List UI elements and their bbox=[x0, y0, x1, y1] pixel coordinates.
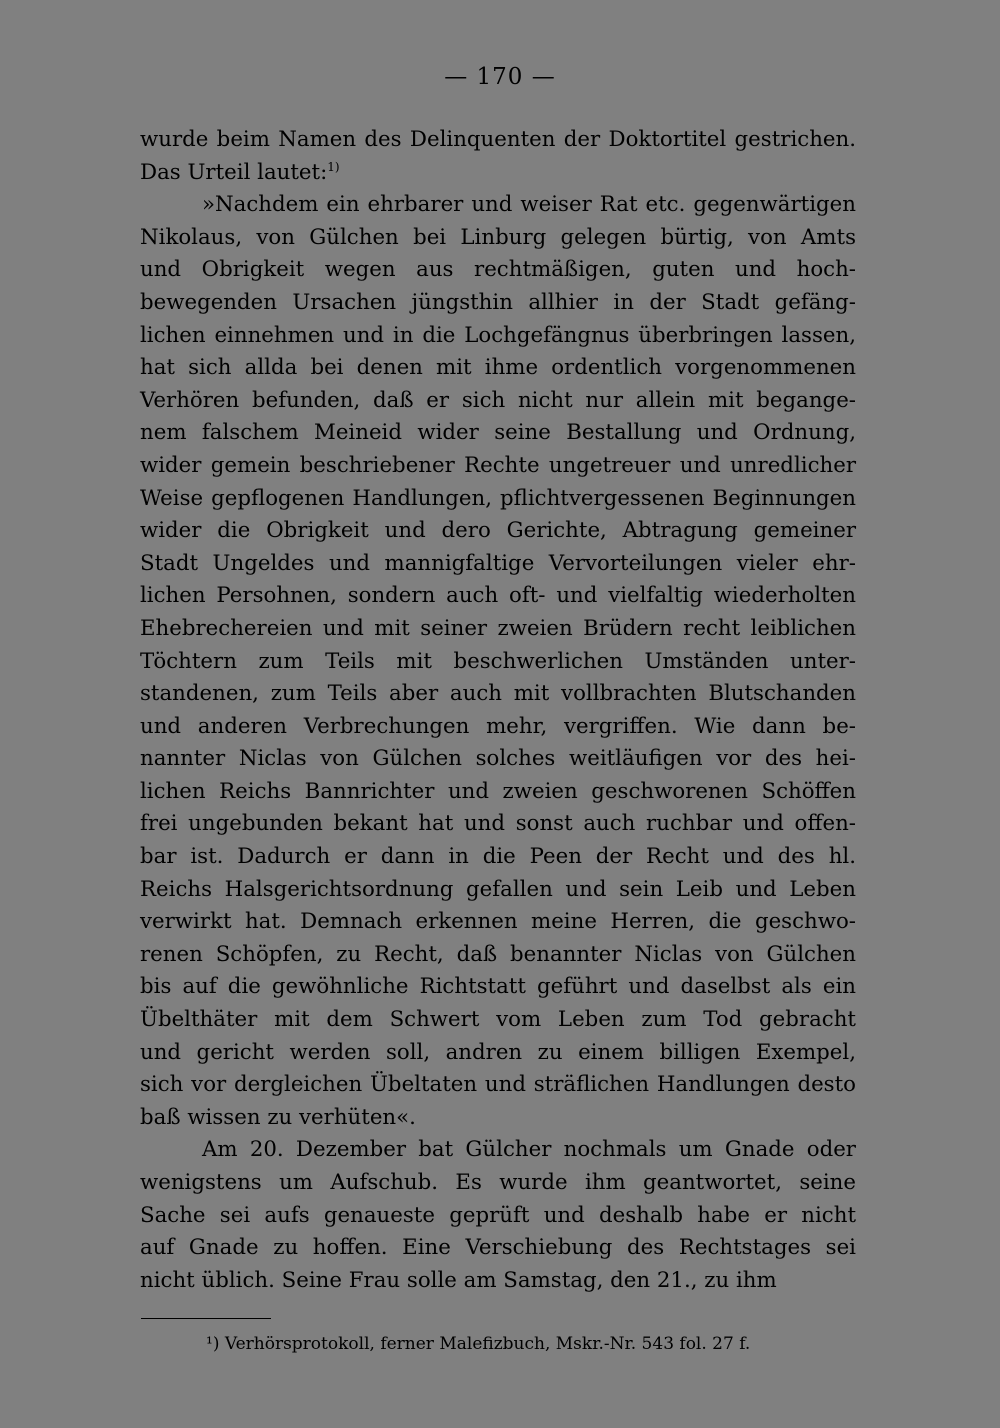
body-text bbox=[140, 124, 856, 1297]
text-line bbox=[140, 157, 856, 190]
text-line: Nikolaus, von Gülchen bei Linburg gelegen bürtig, von Amts bbox=[140, 224, 856, 250]
text-line: und anderen Verbrechungen mehr, vergriffen. Wie dann be- bbox=[140, 713, 856, 739]
text-line: sich vor dergleichen Übeltaten und sträflichen Handlungen desto bbox=[140, 1072, 856, 1098]
text-line: standenen, zum Teils aber auch mit vollbrachten Blutschanden bbox=[140, 681, 856, 707]
paragraph bbox=[140, 189, 856, 1134]
text-line: Verhören befunden, daß er sich nicht nur allein mit begange- bbox=[140, 387, 856, 413]
text-line: wider die Obrigkeit und dero Gerichte, Abtragung gemeiner bbox=[140, 518, 856, 544]
text-line: bis auf die gewöhnliche Richtstatt geführt und daselbst als ein bbox=[140, 974, 856, 1000]
text-line: Weise gepflogenen Handlungen, pflichtvergessenen Beginnungen bbox=[140, 485, 856, 511]
text-line: Sache sei aufs genaueste geprüft und deshalb habe er nicht bbox=[140, 1202, 856, 1228]
page-number: — 170 — bbox=[444, 64, 556, 90]
text-line: Reichs Halsgerichtsordnung gefallen und sein Leib und Leben bbox=[140, 876, 856, 902]
text-line: baß wissen zu verhüten«. bbox=[140, 1104, 416, 1130]
text-line: bewegenden Ursachen jüngsthin allhier in der Stadt gefäng- bbox=[140, 289, 856, 315]
text-line: Übelthäter mit dem Schwert vom Leben zum Tod gebracht bbox=[140, 1007, 856, 1033]
text-line: Stadt Ungeldes und mannigfaltige Vervorteilungen vieler ehr- bbox=[140, 550, 856, 576]
paragraph bbox=[140, 124, 856, 189]
footnote-divider bbox=[141, 1318, 271, 1319]
text-line: frei ungebunden bekant hat und sonst auch ruchbar und offen- bbox=[140, 811, 856, 837]
text-line: und gericht werden soll, andren zu einem billigen Exempel, bbox=[140, 1039, 856, 1065]
footnote: ¹) Verhörsprotokoll, ferner Malefizbuch, Mskr.-Nr. 543 fol. 27 f. bbox=[206, 1334, 751, 1354]
text-line: Töchtern zum Teils mit beschwerlichen Umständen unter- bbox=[140, 648, 856, 674]
text-line: wider gemein beschriebener Rechte ungetreuer und unredlicher bbox=[140, 452, 856, 478]
text-line: lichen Persohnen, sondern auch oft- und vielfaltig wiederholten bbox=[140, 583, 856, 609]
text-line: Am 20. Dezember bat Gülcher nochmals um Gnade oder bbox=[202, 1137, 856, 1163]
footnote-reference: 1) bbox=[327, 159, 340, 174]
text-line: lichen einnehmen und in die Lochgefängnus überbringen lassen, bbox=[140, 322, 856, 348]
text-line: und Obrigkeit wegen aus rechtmäßigen, guten und hoch- bbox=[140, 257, 856, 283]
text-line: hat sich allda bei denen mit ihme ordentlich vorgenommenen bbox=[140, 355, 856, 381]
text-line: nem falschem Meineid wider seine Bestallung und Ordnung, bbox=[140, 420, 856, 446]
text-line: renen Schöpfen, zu Recht, daß benannter Niclas von Gülchen bbox=[140, 941, 856, 967]
text-line: wenigstens um Aufschub. Es wurde ihm geantwortet, seine bbox=[140, 1170, 856, 1195]
text-line: nicht üblich. Seine Frau solle am Samstag, den 21., zu ihm bbox=[140, 1267, 777, 1293]
text-line: »Nachdem ein ehrbarer und weiser Rat etc. gegenwärtigen bbox=[202, 192, 856, 218]
text-line: lichen Reichs Bannrichter und zweien geschworenen Schöffen bbox=[140, 778, 856, 804]
text-line: Ehebrechereien und mit seiner zweien Brüdern recht leiblichen bbox=[140, 615, 856, 641]
paragraph bbox=[140, 1134, 856, 1297]
text-line: nannter Niclas von Gülchen solches weitläufigen vor des hei- bbox=[140, 746, 856, 772]
text-line: wurde beim Namen des Delinquenten der Doktortitel gestrichen. bbox=[140, 127, 856, 152]
text-line-content: Das Urteil lautet: bbox=[140, 159, 328, 185]
text-line: verwirkt hat. Demnach erkennen meine Herren, die geschwo- bbox=[140, 909, 856, 935]
text-line: bar ist. Dadurch er dann in die Peen der Recht und des hl. bbox=[140, 844, 856, 870]
text-line: auf Gnade zu hoffen. Eine Verschiebung des Rechtstages sei bbox=[140, 1235, 856, 1261]
